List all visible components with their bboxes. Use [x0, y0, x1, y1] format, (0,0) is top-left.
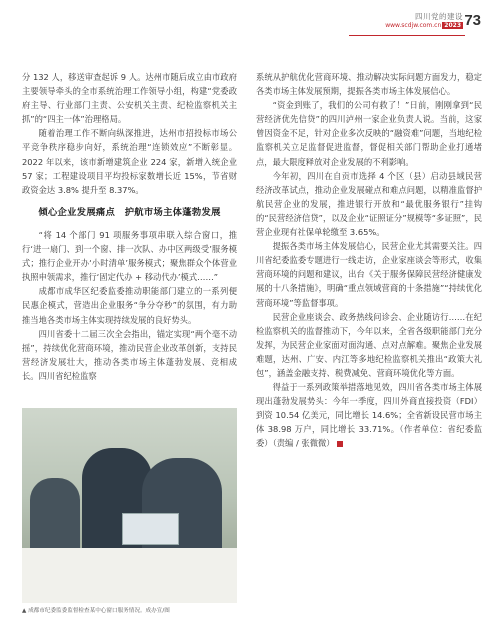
article-paragraph: “资金到账了，我们的公司有救了！”日前，刚刚拿到“民营经济优先信贷”的四川泸州一家企业负责人说。当前，这家曾因资金不足，针对企业多次反映的“融资难”问题，当地纪检监察机关立足监督促进监督，督促相关部门帮助企业打通堵点，最大限度释放对企业发展的不利影响。 [256, 100, 482, 167]
article-paragraph: 随着治理工作不断向纵深推进，达州市招投标市场公平竞争秩序稳步向好，系统治理“连锁效应”不断彰显。2022 年以来，该市新增建筑企业 224 家，新增入统企业 57 家；工程建设项目平均投标家数增长近 15%，节省财政资金达 3.8% 提升至 8.37%。 [22, 128, 237, 195]
article-paragraph: 四川省委十二届三次全会指出，锚定实现“两个毫不动摇”，持续优化营商环境，推动民营企业改革创新，支持民营经济发展壮大，推动各类市场主体蓬勃发展、竞相成长。四川省纪检监察 [22, 328, 237, 381]
article-paragraph: 民营企业座谈会、政务热线问诊会、企业随访行……在纪检监察机关的监督推动下，今年以来，全省各级职能部门充分发挥，为民营企业家面对面沟通、点对点解难。聚焦企业发展难题，达州、广安、内江等多地纪检监察机关推出“政策大礼包”，涵盖金融支持、税费减免、营商环境优化等方面。 [256, 311, 482, 378]
article-paragraph: “将 14 个部门 91 项服务事项串联入综合窗口，推行‘进一扇门、到一个窗、排一次队、办中区两级受’服务模式；推行企业开办‘小时清单’服务模式；聚焦群众个体营业执照申领需求，推行‘固定代办 + 移动代办’模式……” [22, 229, 237, 283]
year-badge: 2023 [444, 22, 461, 29]
counter-desk [22, 548, 237, 603]
section-heading: 倾心企业发展痛点 护航市场主体蓬勃发展 [38, 206, 221, 218]
page-header [341, 8, 481, 48]
magazine-url: www.scdjw.com.cn 2023 [385, 22, 461, 29]
right-column [256, 70, 482, 451]
monitor-screen [122, 513, 179, 545]
page-number: 73 [464, 12, 481, 29]
photo-caption: ▲ 成都市纪委监委监督检查某中心窗口服务情况。成办宣/图 [22, 608, 170, 614]
article-paragraph: 成都市成华区纪委监委推动职能部门建立的一系列便民惠企模式，营造出企业服务“争分夺秒”的氛围，有力助推当地各类市场主体实现持续发展的良好势头。 [22, 286, 237, 325]
article-paragraph-last: 得益于一系列政策举措落地见效，四川省各类市场主体展现出蓬勃发展势头：今年一季度，四川外商直接投资（FDI）到资 10.54 亿美元，同比增长 14.6%；全省新设民营市场主体 38.98 万户，同比增长 33.71%。（作者单位：省纪委监委）（责编 / 张微微） [256, 382, 482, 449]
article-paragraph: 系统从护航优化营商环境、推动解决实际问题方面发力，稳定各类市场主体发展预期，提振各类市场主体发展信心。 [256, 72, 482, 97]
magazine-title: 四川党的建设 [415, 12, 463, 21]
header-rule [349, 35, 465, 36]
left-column [22, 70, 237, 383]
meeting-photo [22, 408, 237, 603]
article-paragraph: 提振各类市场主体发展信心，民营企业尤其需要关注。四川省纪委监委专题进行一线走访，企业家座谈会等形式，收集营商环境的问题和建议，出台《关于服务保障民营经济健康发展的十八条措施》，明确“重点领域营商的十条措施”“持续优化营商环境”等监督事项。 [256, 241, 482, 308]
article-end-mark [337, 441, 343, 447]
article-paragraph: 今年初，四川在自贡市选择 4 个区（县）启动县域民营经济改革试点，推动企业发展碰点和难点问题，以精准监督护航民营企业的发展，推进银行开放和“最优服务银行”挂钩的“民营经济信贷”，以及企业“证照证分”规模等“多证照”，民营企业现有社保单轮缴至 3.65%。 [256, 170, 482, 238]
article-paragraph: 分 132 人，移送审查起诉 9 人。达州市随后成立由市政府主要领导牵头的全市系统治理工作领导小组，构建“党委政府主导、行业部门主责、公安机关主责、纪检监察机关主抓”的“四主一体”治理格局。 [22, 72, 237, 125]
